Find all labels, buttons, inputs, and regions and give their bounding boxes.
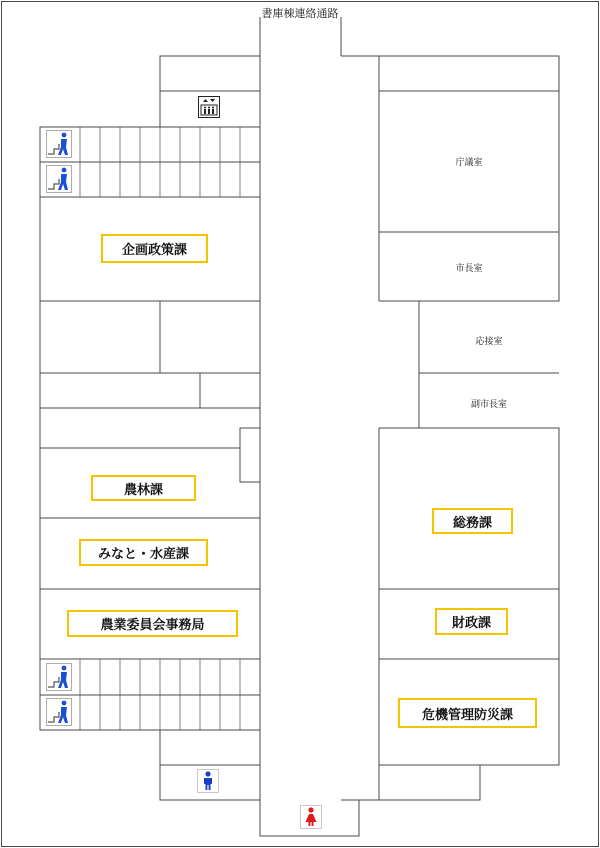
- stairs-icon: [46, 698, 72, 726]
- council-room-label: 庁議室: [455, 158, 483, 168]
- stairs-icon: [46, 165, 72, 193]
- minato-fisheries-dept-label: みなと・水産課: [79, 539, 208, 566]
- stairs-icon: [46, 663, 72, 691]
- reception-room-label: 応接室: [475, 337, 503, 347]
- female-restroom-icon: [300, 805, 322, 829]
- crisis-management-dept-label: 危機管理防災課: [398, 698, 537, 728]
- elevator-icon: [198, 96, 220, 118]
- finance-dept-label: 財政課: [435, 608, 508, 635]
- agriculture-forestry-dept-label: 農林課: [91, 475, 196, 501]
- planning-dept-label: 企画政策課: [101, 234, 208, 263]
- agriculture-committee-label: 農業委員会事務局: [67, 610, 238, 637]
- general-affairs-dept-label: 総務課: [432, 508, 513, 534]
- deputy-mayor-room-label: 副市長室: [470, 400, 507, 410]
- stairs-icon: [46, 130, 72, 158]
- male-restroom-icon: [197, 769, 219, 793]
- mayor-room-label: 市長室: [455, 264, 483, 274]
- library-passage-title: 書庫棟連絡通路: [261, 7, 339, 20]
